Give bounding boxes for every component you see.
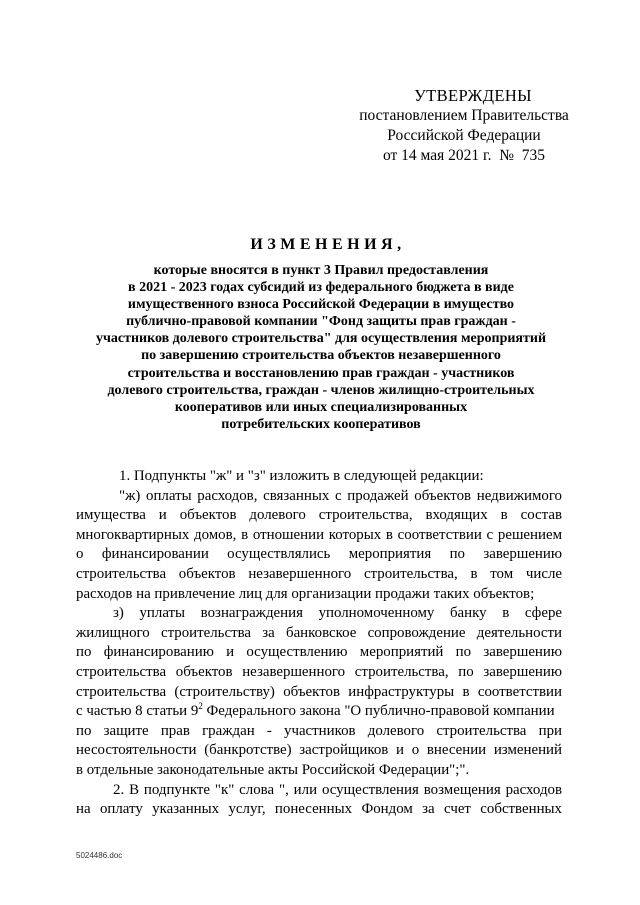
subpoint-z-line: несостоятельности (банкротстве) застройщиков и о внесении изменений [76, 742, 562, 759]
subpoint-zh-line: расходов на привлечение лиц для организации продажи таких объектов; [76, 585, 535, 602]
subpoint-zh-line: многоквартирных домов, в отношении которых в соответствии с решением [76, 526, 562, 543]
subject-line: потребительских кооперативов [221, 416, 421, 432]
subpoint-z-line: по защите прав граждан - участников долевого строительства при [76, 722, 562, 739]
subject-line: имущественного взноса Российской Федерации в имущество [127, 297, 515, 313]
law-reference-prefix: с частью 8 статьи 9 [76, 703, 199, 720]
paragraph-2-line: на оплату указанных услуг, понесенных Фондом за счет собственных [76, 801, 562, 818]
subject-line: строительства и восстановлению прав граждан - участников [127, 365, 515, 381]
approval-line: Российской Федерации [387, 127, 541, 144]
approval-block [340, 86, 588, 166]
subject-line: долевого строительства, граждан - членов жилищно-строительных [107, 382, 535, 398]
document-subject [60, 262, 582, 433]
subpoint-z-line: з) уплаты вознаграждения уполномоченному банку в сфере [113, 605, 562, 622]
subject-line: участников долевого строительства" для осуществления мероприятий [95, 331, 547, 347]
subpoint-zh-line: строительства объектов незавершенного строительства, в том числе [76, 565, 562, 582]
subject-line: публично-правовой компании "Фонд защиты прав граждан - [126, 314, 516, 330]
subpoint-z-line: строительства (строительству) объектов инфраструктуры в соответствии [76, 683, 562, 700]
subject-line: по завершению строительства объектов незавершенного [141, 348, 501, 364]
paragraph-2-line: 2. В подпункте "к" слова ", или осуществления возмещения расходов [113, 781, 562, 798]
law-reference-suffix: Федерального закона "О публично-правовой компании [202, 703, 555, 720]
approval-date-number: от 14 мая 2021 г. № 735 [382, 147, 546, 164]
approval-title: УТВЕРЖДЕНЫ [414, 86, 532, 105]
document-title: ИЗМЕНЕНИЯ, [250, 236, 406, 253]
subject-line: которые вносятся в пункт 3 Правил предоставления [153, 263, 489, 278]
paragraph-1: 1. Подпункты "ж" и "з" изложить в следующей редакции: [119, 468, 484, 484]
approval-line: постановлением Правительства [359, 107, 569, 124]
document-body [76, 467, 562, 820]
subpoint-z-line: по финансированию и осуществлению мероприятий по завершению [76, 644, 562, 661]
file-name-footer: 5024486.doc [76, 851, 123, 860]
subpoint-z-line: в отдельные законодательные акты Российской Федерации";". [76, 761, 470, 778]
subject-line: кооперативов или иных специализированных [174, 399, 468, 415]
subpoint-z-law-line [76, 702, 562, 722]
subject-line: в 2021 - 2023 годах субсидий из федерального бюджета в виде [128, 280, 514, 296]
law-article-superscript: 2 [198, 701, 203, 712]
subpoint-zh-line: имущества и объектов долевого строительства, входящих в состав [76, 507, 562, 524]
subpoint-z-line: строительства объектов незавершенного строительства, по завершению [76, 663, 562, 680]
subpoint-zh-line: "ж) оплаты расходов, связанных с продажей объектов недвижимого [119, 487, 562, 504]
subpoint-zh-line: о финансировании осуществлялись мероприятия по завершению [76, 546, 562, 563]
subpoint-z-line: жилищного строительства за банковское сопровождение деятельности [76, 624, 562, 641]
